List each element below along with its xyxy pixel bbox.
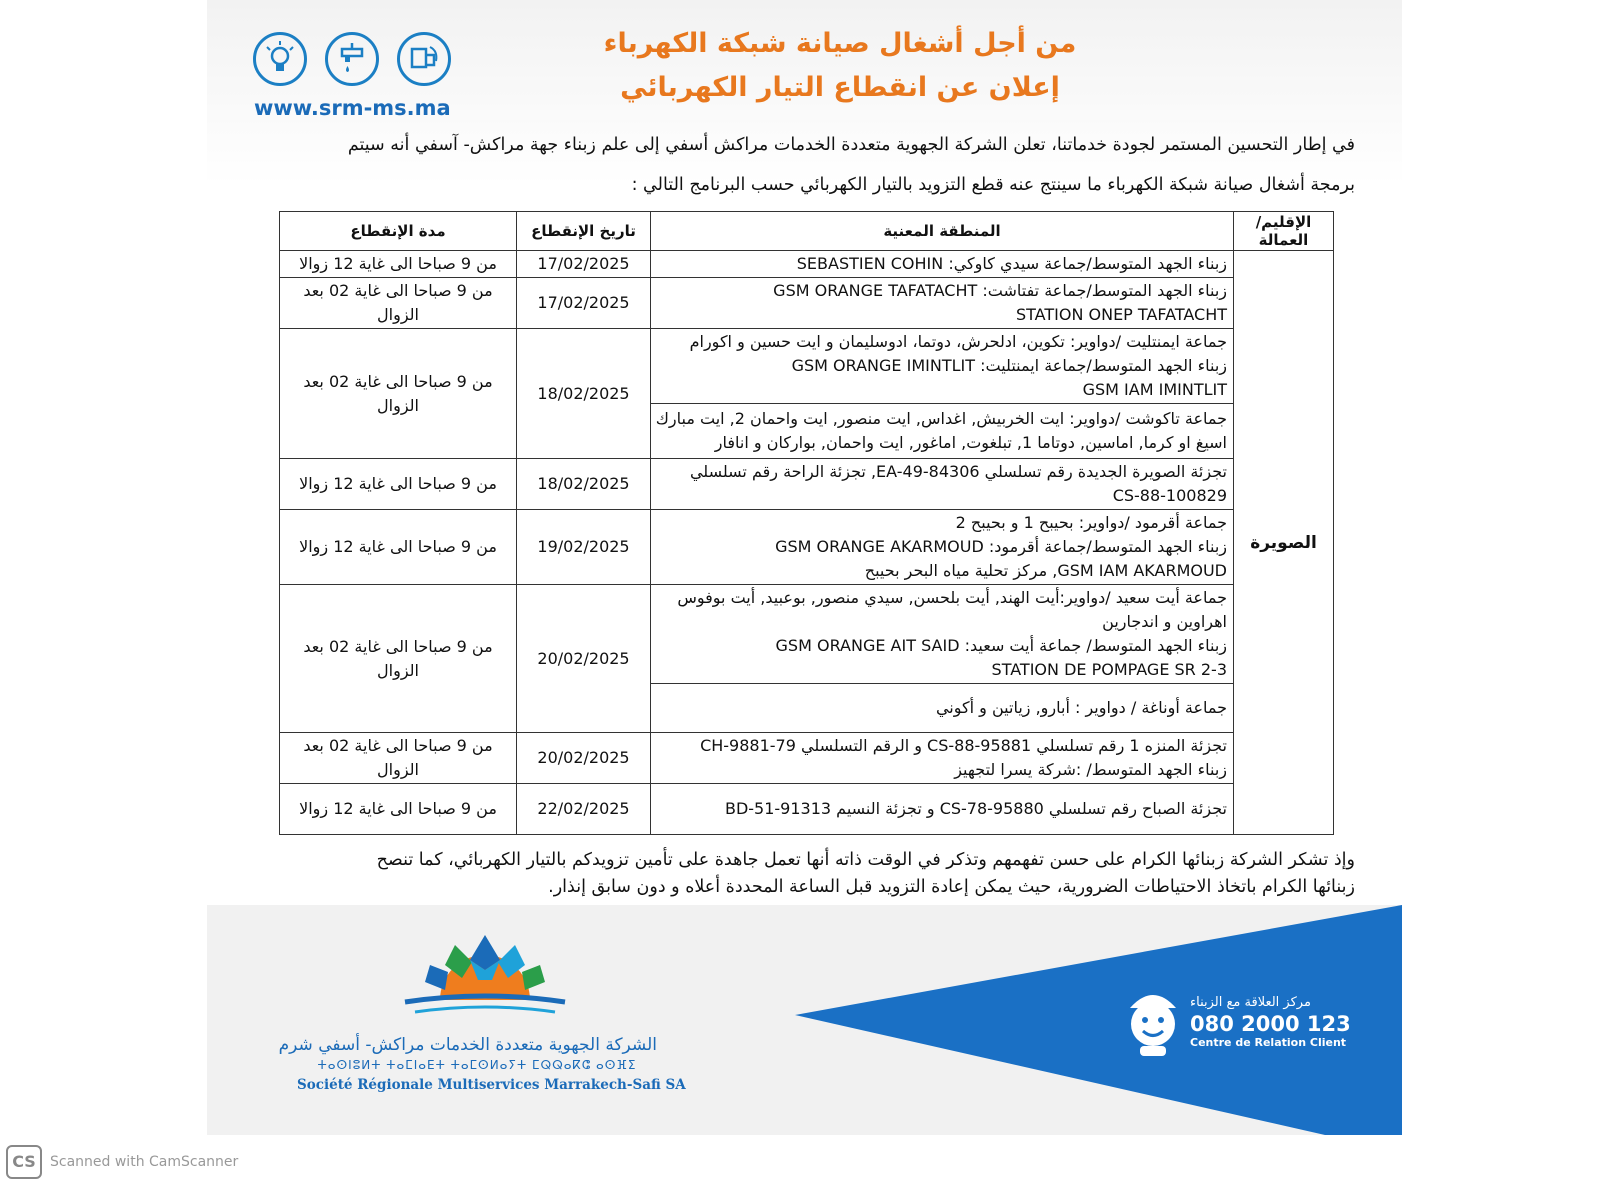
header-province: الإقليم/العمالة — [1234, 212, 1334, 251]
header-duration: مدة الإنقطاع — [280, 212, 517, 251]
closing-line-1: وإذ تشكر الشركة زبنائها الكرام على حسن تفهمهم وتذكر في الوقت ذاته أنها تعمل جاهدة على تأمين تزويدكم بالتيار الكهربائي، كما تنصح — [376, 850, 1355, 870]
outage-schedule-table — [279, 211, 1334, 835]
date-cell: 22/02/2025 — [517, 784, 651, 835]
date-cell: 17/02/2025 — [517, 251, 651, 278]
zone-cell: تجزئة الصويرة الجديدة رقم تسلسلي EA-49-84306, تجزئة الراحة رقم تسلسلي CS-88-100829 — [651, 459, 1234, 510]
date-cell: 17/02/2025 — [517, 278, 651, 329]
zone-cell: زبناء الجهد المتوسط/جماعة تفتاشت: GSM ORANGE TAFATACHT STATION ONEP TAFATACHT — [651, 278, 1234, 329]
table-row — [280, 510, 1334, 585]
table-row — [280, 585, 1334, 684]
table-row — [280, 251, 1334, 278]
closing-line-2: زبنائها الكرام باتخاذ الاحتياطات الضرورية، حيث يمكن إعادة التزويد قبل الساعة المحددة أعلاه و دون سابق إنذار. — [548, 877, 1355, 897]
date-cell: 20/02/2025 — [517, 585, 651, 733]
zone-cell: جماعة أيت سعيد /دواوير:أيت الهند, أيت بلحسن, سيدي منصور, بوعبيد, أيت بوفوس اهراوين و اندجارين زبناء الجهد المتوسط/ جماعة أيت سعيد: GSM ORANGE AIT SAID STATION DE POMPAGE SR 2-3 — [651, 585, 1234, 684]
lightbulb-icon — [253, 32, 307, 86]
website-link[interactable]: www.srm-ms.ma — [254, 96, 451, 120]
notice-title: من أجل أشغال صيانة شبكة الكهرباء — [603, 28, 1077, 59]
company-logo-icon — [400, 930, 570, 1030]
table-row — [280, 459, 1334, 510]
duration-cell: من 9 صباحا الى غاية 12 زوالا — [280, 510, 517, 585]
mascot-icon — [1118, 980, 1188, 1060]
date-cell: 18/02/2025 — [517, 329, 651, 459]
table-row — [280, 733, 1334, 784]
duration-cell: من 9 صباحا الى غاية 02 بعد الزوال — [280, 733, 517, 784]
duration-cell: من 9 صباحا الى غاية 12 زوالا — [280, 459, 517, 510]
duration-cell: من 9 صباحا الى غاية 02 بعد الزوال — [280, 585, 517, 733]
date-cell: 20/02/2025 — [517, 733, 651, 784]
camscanner-logo-icon: CS — [6, 1145, 42, 1179]
company-name-arabic: الشركة الجهوية متعددة الخدمات مراكش- أسفي شرم — [278, 1035, 657, 1055]
table-row — [280, 784, 1334, 835]
company-name-french: Société Régionale Multiservices Marrakech-Safi SA — [297, 1077, 686, 1093]
zone-cell: تجزئة المنزه 1 رقم تسلسلي CS-88-95881 و الرقم التسلسلي CH-9881-79 زبناء الجهد المتوسط/ :شركة يسرا لتجهيز — [651, 733, 1234, 784]
header-date: تاريخ الإنقطاع — [517, 212, 651, 251]
intro-line-1: في إطار التحسين المستمر لجودة خدماتنا، تعلن الشركة الجهوية متعددة الخدمات مراكش أسفي إلى علم زبناء جهة مراكش- آسفي أنه سيتم — [347, 135, 1355, 155]
zone-cell: جماعة تاكوشت /دواوير: ايت الخربيش, اغداس, ايت منصور, ايت واحمان 2, ايت مبارك اسيغ او كرما, اماسين, دوتاما 1, تبلغوت, اماغور, ايت واحمان, بواركان و انافار — [651, 404, 1234, 459]
contact-center-label-fr: Centre de Relation Client — [1190, 1036, 1347, 1049]
service-icons — [253, 32, 463, 94]
duration-cell: من 9 صباحا الى غاية 02 بعد الزوال — [280, 278, 517, 329]
water-tap-icon — [325, 32, 379, 86]
zone-cell: تجزئة الصباح رقم تسلسلي CS-78-95880 و تجزئة النسيم BD-51-91313 — [651, 784, 1234, 835]
contact-center-label-ar: مركز العلاقة مع الزبناء — [1190, 995, 1311, 1010]
contact-phone-number[interactable]: 080 2000 123 — [1190, 1012, 1351, 1036]
zone-cell: جماعة ايمنتليت /دواوير: تكوين، ادلحرش، دوتما، ادوسليمان و ايت حسين و اكورام زبناء الجهد المتوسط/جماعة ايمنتليت: GSM ORANGE IMINTLIT GSM IAM IMINTLIT — [651, 329, 1234, 404]
zone-cell: زبناء الجهد المتوسط/جماعة سيدي كاوكي: SEBASTIEN COHIN — [651, 251, 1234, 278]
pointing-hand-icon — [397, 32, 451, 86]
date-cell: 18/02/2025 — [517, 459, 651, 510]
notice-subtitle: إعلان عن انقطاع التيار الكهربائي — [620, 72, 1060, 103]
intro-line-2: برمجة أشغال صيانة شبكة الكهرباء ما سينتج عنه قطع التزويد بالتيار الكهربائي حسب البرنامج التالي : — [631, 175, 1355, 195]
zone-cell: جماعة أوناغة / دواوير : أبارو, زياتين و أكوني — [651, 684, 1234, 733]
table-header-row — [280, 212, 1334, 251]
duration-cell: من 9 صباحا الى غاية 12 زوالا — [280, 251, 517, 278]
table-row — [280, 278, 1334, 329]
province-cell: الصويرة — [1234, 251, 1334, 835]
scanner-watermark: Scanned with CamScanner — [50, 1154, 239, 1170]
duration-cell: من 9 صباحا الى غاية 12 زوالا — [280, 784, 517, 835]
table-row — [280, 329, 1334, 404]
duration-cell: من 9 صباحا الى غاية 02 بعد الزوال — [280, 329, 517, 459]
header-zone: المنطقة المعنية — [651, 212, 1234, 251]
company-name-tifinagh: ⵜⴰⵙⵏⵓⵍⵜ ⵜⴰⵎⵏⴰⴹⵜ ⵜⴰⵎⵙⵍⴰⵢⵜ ⵎⵕⵕⴰⴽⵛ ⴰⵙⴼⵉ — [317, 1058, 637, 1072]
date-cell: 19/02/2025 — [517, 510, 651, 585]
zone-cell: جماعة أقرمود /دواوير: بحيبح 1 و بحيبح 2 زبناء الجهد المتوسط/جماعة أقرمود: GSM ORANGE AKARMOUD GSM IAM AKARMOUD, مركز تحلية مياه البحر بحيبح — [651, 510, 1234, 585]
